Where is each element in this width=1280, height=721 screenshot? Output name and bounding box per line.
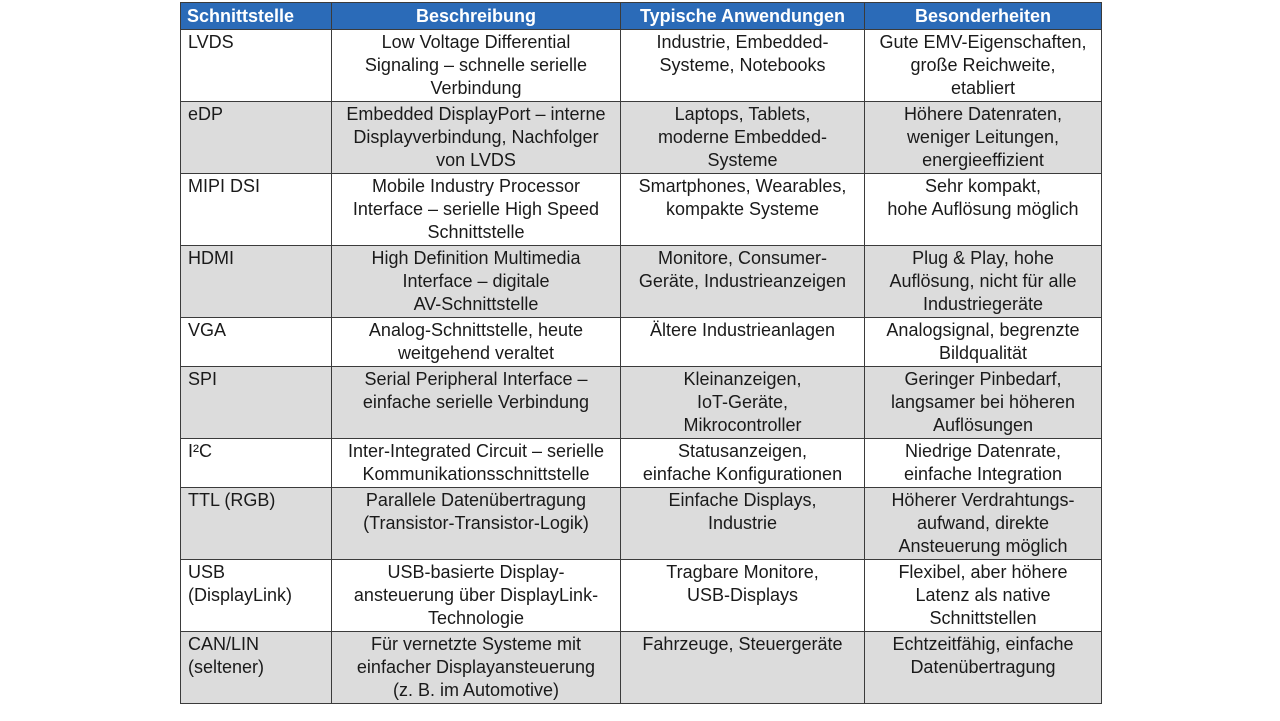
cell-interface <box>181 439 332 488</box>
cell-interface <box>181 367 332 439</box>
cell-line: Kleinanzeigen, <box>683 369 802 389</box>
cell-line: Industrie <box>707 513 778 533</box>
cell-line: (seltener) <box>188 657 265 677</box>
cell-line: Verbindung <box>430 78 522 98</box>
cell-line: Auflösung, nicht für alle <box>889 271 1077 291</box>
cell-line: Auflösungen <box>932 415 1034 435</box>
header-features: Besonderheiten <box>865 3 1102 30</box>
cell-line: einfache Integration <box>903 464 1063 484</box>
cell-line: Laptops, Tablets, <box>674 104 811 124</box>
cell-line: langsamer bei höheren <box>890 392 1076 412</box>
cell-line: von LVDS <box>436 150 516 170</box>
cell-line: (Transistor-Transistor-Logik) <box>363 513 589 533</box>
header-description: Beschreibung <box>332 3 621 30</box>
table-row <box>181 560 1102 632</box>
table-row <box>181 174 1102 246</box>
cell-line: einfache serielle Verbindung <box>362 392 590 412</box>
cell-line: Industrie, Embedded- <box>656 32 829 52</box>
cell-line: Sehr kompakt, <box>924 176 1042 196</box>
cell-line: USB-basierte Display- <box>387 562 565 582</box>
cell-description <box>332 102 621 174</box>
table-row <box>181 30 1102 102</box>
cell-line: Kommunikationsschnittstelle <box>362 464 590 484</box>
cell-line: Industriegeräte <box>922 294 1044 314</box>
cell-line: Ansteuerung möglich <box>898 536 1068 556</box>
cell-applications <box>621 632 865 704</box>
cell-line: Ältere Industrieanlagen <box>649 320 836 340</box>
table-row <box>181 367 1102 439</box>
cell-applications <box>621 174 865 246</box>
cell-line: Geräte, Industrieanzeigen <box>638 271 847 291</box>
cell-features <box>865 439 1102 488</box>
cell-features <box>865 632 1102 704</box>
header-interface: Schnittstelle <box>181 3 332 30</box>
cell-interface <box>181 318 332 367</box>
cell-line: einfacher Displayansteuerung <box>356 657 596 677</box>
cell-description <box>332 174 621 246</box>
cell-features <box>865 174 1102 246</box>
cell-applications <box>621 30 865 102</box>
cell-features <box>865 318 1102 367</box>
cell-description <box>332 246 621 318</box>
cell-line: Inter-Integrated Circuit – serielle <box>347 441 605 461</box>
table-row <box>181 488 1102 560</box>
table-row <box>181 632 1102 704</box>
cell-line: USB <box>188 562 226 582</box>
table-row <box>181 246 1102 318</box>
cell-applications <box>621 102 865 174</box>
cell-interface <box>181 632 332 704</box>
cell-features <box>865 560 1102 632</box>
cell-line: Parallele Datenübertragung <box>365 490 587 510</box>
cell-line: weitgehend veraltet <box>397 343 555 363</box>
cell-description <box>332 30 621 102</box>
cell-description <box>332 560 621 632</box>
cell-line: TTL (RGB) <box>188 490 276 510</box>
cell-line: IoT-Geräte, <box>696 392 789 412</box>
cell-line: Mikrocontroller <box>683 415 802 435</box>
cell-features <box>865 102 1102 174</box>
cell-line: Höhere Datenraten, <box>903 104 1063 124</box>
cell-interface <box>181 246 332 318</box>
cell-line: Plug & Play, hohe <box>912 248 1054 268</box>
interface-comparison-table <box>180 2 1102 704</box>
table-row <box>181 102 1102 174</box>
cell-line: Analog-Schnittstelle, heute <box>368 320 584 340</box>
cell-line: Höherer Verdrahtungs- <box>891 490 1075 510</box>
cell-line: CAN/LIN <box>188 634 260 654</box>
cell-applications <box>621 439 865 488</box>
cell-line: Signaling – schnelle serielle <box>364 55 588 75</box>
cell-line: Serial Peripheral Interface – <box>364 369 588 389</box>
cell-description <box>332 632 621 704</box>
cell-line: Mobile Industry Processor <box>371 176 581 196</box>
cell-line: energieeffizient <box>922 150 1044 170</box>
cell-line: Smartphones, Wearables, <box>638 176 847 196</box>
cell-line: SPI <box>188 369 218 389</box>
cell-line: etabliert <box>950 78 1016 98</box>
table-body <box>181 30 1102 704</box>
cell-features <box>865 488 1102 560</box>
cell-line: High Definition Multimedia <box>371 248 581 268</box>
cell-applications <box>621 560 865 632</box>
cell-line: Technologie <box>427 608 525 628</box>
cell-description <box>332 318 621 367</box>
cell-line: Flexibel, aber höhere <box>898 562 1068 582</box>
cell-interface <box>181 560 332 632</box>
cell-line: Systeme <box>707 150 778 170</box>
cell-applications <box>621 246 865 318</box>
cell-line: MIPI DSI <box>188 176 261 196</box>
cell-line: USB-Displays <box>686 585 799 605</box>
cell-line: aufwand, direkte <box>916 513 1050 533</box>
cell-line: weniger Leitungen, <box>906 127 1060 147</box>
interface-table-container <box>180 2 1101 704</box>
cell-line: Monitore, Consumer- <box>657 248 828 268</box>
cell-line: Fahrzeuge, Steuergeräte <box>642 634 843 654</box>
cell-features <box>865 367 1102 439</box>
cell-line: (DisplayLink) <box>188 585 293 605</box>
cell-line: Interface – digitale <box>402 271 550 291</box>
cell-line: kompakte Systeme <box>665 199 820 219</box>
cell-line: Schnittstellen <box>929 608 1037 628</box>
cell-line: Niedrige Datenrate, <box>904 441 1062 461</box>
cell-applications <box>621 318 865 367</box>
cell-line: einfache Konfigurationen <box>642 464 843 484</box>
cell-applications <box>621 367 865 439</box>
cell-line: Interface – serielle High Speed <box>352 199 600 219</box>
cell-line: Gute EMV-Eigenschaften, <box>879 32 1087 52</box>
cell-description <box>332 367 621 439</box>
cell-line: AV-Schnittstelle <box>413 294 539 314</box>
cell-line: Statusanzeigen, <box>677 441 808 461</box>
cell-applications <box>621 488 865 560</box>
cell-line: Bildqualität <box>938 343 1028 363</box>
cell-line: Low Voltage Differential <box>381 32 571 52</box>
cell-line: Latenz als native <box>915 585 1051 605</box>
cell-line: große Reichweite, <box>910 55 1056 75</box>
cell-line: Einfache Displays, <box>668 490 817 510</box>
cell-features <box>865 30 1102 102</box>
cell-line: (z. B. im Automotive) <box>392 680 560 700</box>
cell-line: HDMI <box>188 248 234 268</box>
cell-interface <box>181 30 332 102</box>
cell-description <box>332 488 621 560</box>
header-applications: Typische Anwendungen <box>621 3 865 30</box>
table-header-row <box>181 3 1102 30</box>
cell-line: Schnittstelle <box>427 222 525 242</box>
cell-interface <box>181 102 332 174</box>
cell-line: Embedded DisplayPort – interne <box>346 104 606 124</box>
cell-line: LVDS <box>188 32 234 52</box>
cell-interface <box>181 174 332 246</box>
cell-description <box>332 439 621 488</box>
cell-line: Geringer Pinbedarf, <box>904 369 1062 389</box>
cell-line: Tragbare Monitore, <box>666 562 819 582</box>
cell-line: I²C <box>188 441 212 461</box>
cell-line: Analogsignal, begrenzte <box>886 320 1080 340</box>
cell-line: moderne Embedded- <box>657 127 828 147</box>
cell-line: Echtzeitfähig, einfache <box>892 634 1074 654</box>
cell-line: Datenübertragung <box>910 657 1056 677</box>
cell-line: eDP <box>188 104 224 124</box>
table-row <box>181 318 1102 367</box>
cell-features <box>865 246 1102 318</box>
cell-interface <box>181 488 332 560</box>
cell-line: Für vernetzte Systeme mit <box>370 634 582 654</box>
cell-line: Displayverbindung, Nachfolger <box>353 127 599 147</box>
cell-line: VGA <box>188 320 227 340</box>
cell-line: Systeme, Notebooks <box>659 55 826 75</box>
table-row <box>181 439 1102 488</box>
cell-line: hohe Auflösung möglich <box>887 199 1079 219</box>
cell-line: ansteuerung über DisplayLink- <box>353 585 599 605</box>
